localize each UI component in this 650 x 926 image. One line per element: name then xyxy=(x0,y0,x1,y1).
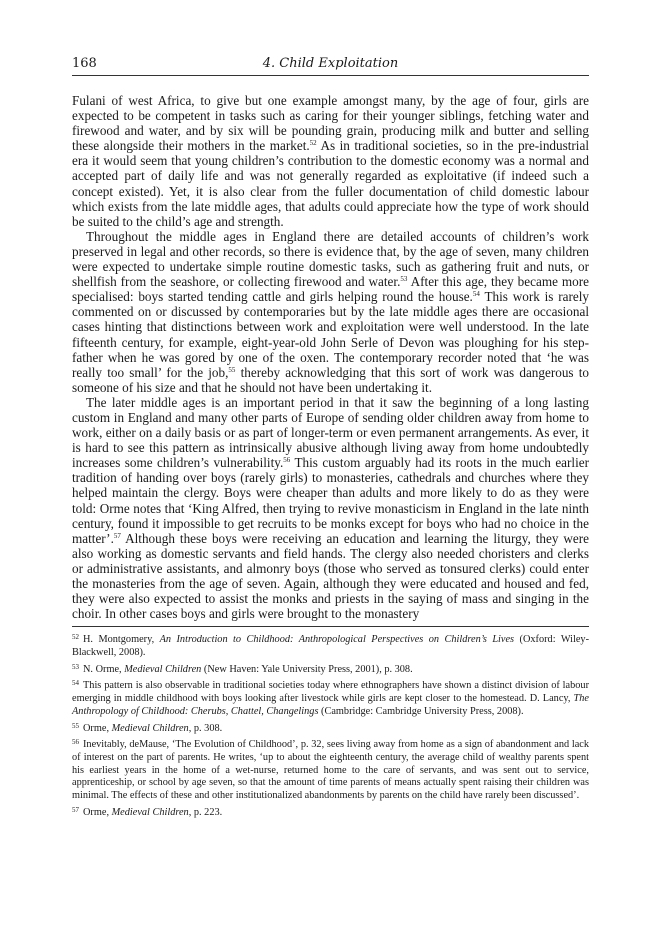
citation-title: Medieval Children xyxy=(111,722,189,734)
footnote: $^{56}$ Inevitably, deMause, ‘The Evolution of Childhood’, p. 32, sees living away from home as a sign of abandonment and lack of interest on the part of parents. He writes, ‘up to about the eighteenth century, the average child of wealthy parents spent his earliest years in the home of a wet-nurse, returned home to the care of servants, and was sent out to service, apprenticeship, or school by age seven, so that the amount of time parents of means actually spent raising their children was minimal. The effects of these and other institutionalized abandonments by parents on the child have rarely been discussed’. xyxy=(72,738,589,802)
paragraph: Throughout the middle ages in England there are detailed accounts of children’s work preserved in legal and other records, so there is evidence that, by the age of seven, many children were expected to undertake simple routine domestic tasks, such as gathering fruit and nuts, or shellfish from the seashore, or collecting firewood and water.$^{53}$ After this age, they became more specialised: boys started tending cattle and girls helping round the house.$^{54}$ This work is rarely commented on or discussed by contemporaries but by the late middle ages there are occasional cases hinting that distinctions between work and exploitation were well understood. In the late fifteenth century, for example, eight-year-old John Serle of Devon was ploughing for his step-father when he was gored by one of the oxen. The contemporary recorder noted that ‘he was really too small’ for the job,$^{55}$ thereby acknowledging that this sort of work was dangerous to someone of his size and that he should not have been undertaking it. xyxy=(72,228,589,395)
citation-title: Medieval Children xyxy=(111,806,189,818)
page-number: 168 xyxy=(72,56,97,71)
footnote-ref[interactable]: 53 xyxy=(400,275,408,284)
page-header xyxy=(72,56,589,76)
footnote-number: 54 xyxy=(72,679,79,688)
footnote-ref[interactable]: 52 xyxy=(309,139,317,148)
footnote-number: 57 xyxy=(72,805,79,814)
footnote-number: 52 xyxy=(72,633,79,642)
footnote-ref[interactable]: 56 xyxy=(283,456,291,465)
footnote-ref[interactable]: 54 xyxy=(472,290,480,299)
footnote: $^{54}$ This pattern is also observable in traditional societies today where ethnographers have shown a distinct division of labour emerging in middle childhood with boys looking after livestock while girls are kept closer to the homestead. D. Lancy, The Anthropology of Childhood: Cherubs, Chattel, Changelings (Cambridge: Cambridge University Press, 2008). xyxy=(72,679,589,717)
footnote-number: 55 xyxy=(72,721,79,730)
footnote-ref[interactable]: 55 xyxy=(228,365,236,374)
footnote-ref[interactable]: 57 xyxy=(113,531,121,540)
book-page xyxy=(72,56,589,820)
paragraph: The later middle ages is an important period in that it saw the beginning of a long lasting custom in England and many other parts of Europe of sending older children away from home to work, either on a daily basis or as part of longer-term or even permanent arrangements. As ever, it is hard to see this pattern as intrinsically abusive although living away from home undoubtedly increases some children’s vulnerability.$^{56}$ This custom arguably had its roots in the much earlier tradition of handing over boys (rarely girls) to monasteries, cathedrals and churches where they helped maintain the clergy. Boys were cheaper than adults and more likely to do as they were told: Orme notes that ‘King Alfred, then trying to revive monasticism in England in the late ninth century, found it impossible to get recruits to be monks except for boys who had no choice in the matter’.$^{57}$ Although these boys were receiving an education and learning the liturgy, they were also working as domestic servants and field hands. The clergy also needed choristers and clerks or administrative assistants, and almonry boys (those who served as tonsured clerks) could enter the monasteries from the age of seven. Again, although they were educated and housed and fed, they were also expected to assist the monks and priests in the saying of mass and singing in the choir. In other cases boys and girls were brought to the monastery xyxy=(72,394,589,622)
citation-title: An Introduction to Childhood: Anthropological Perspectives on Children’s Lives xyxy=(159,634,515,646)
paragraph: Fulani of west Africa, to give but one example amongst many, by the age of four, girls are expected to be competent in tasks such as caring for their younger siblings, fetching water and firewood and water, and by six will be pounding grain, producing milk and butter and selling these alongside their mothers in the market.$^{52}$ As in traditional societies, so in the pre-industrial era it would seem that young children’s contribution to the domestic economy was a normal and accepted part of daily life and was not generally regarded as exploitative (if indeed such a concept existed). Yet, it is also clear from the fuller documentation of child domestic labour which exists from the late middle ages, that adults could appreciate how the type of work should be suited to the child’s age and strength. xyxy=(72,93,589,229)
footnotes xyxy=(72,631,589,819)
footnote: $^{53}$ N. Orme, Medieval Children (New Haven: Yale University Press, 2001), p. 308. xyxy=(72,662,413,675)
footnote: $^{55}$ Orme, Medieval Children, p. 308. xyxy=(72,721,223,734)
running-head: 4. Child Exploitation xyxy=(262,56,399,71)
citation-title: Medieval Children xyxy=(124,663,202,675)
footnote: $^{52}$ H. Montgomery, An Introduction to Childhood: Anthropological Perspectives on Children’s Lives (Oxford: Wiley-Blackwell, 2008). xyxy=(72,633,589,658)
footnote: $^{57}$ Orme, Medieval Children, p. 223. xyxy=(72,805,223,818)
footnote-number: 53 xyxy=(72,662,79,671)
footnote-divider xyxy=(72,626,589,627)
body-text xyxy=(72,93,589,621)
footnote-number: 56 xyxy=(72,738,79,747)
citation-title: The Anthropology of Childhood: Cherubs, Chattel, Changelings xyxy=(72,693,589,717)
